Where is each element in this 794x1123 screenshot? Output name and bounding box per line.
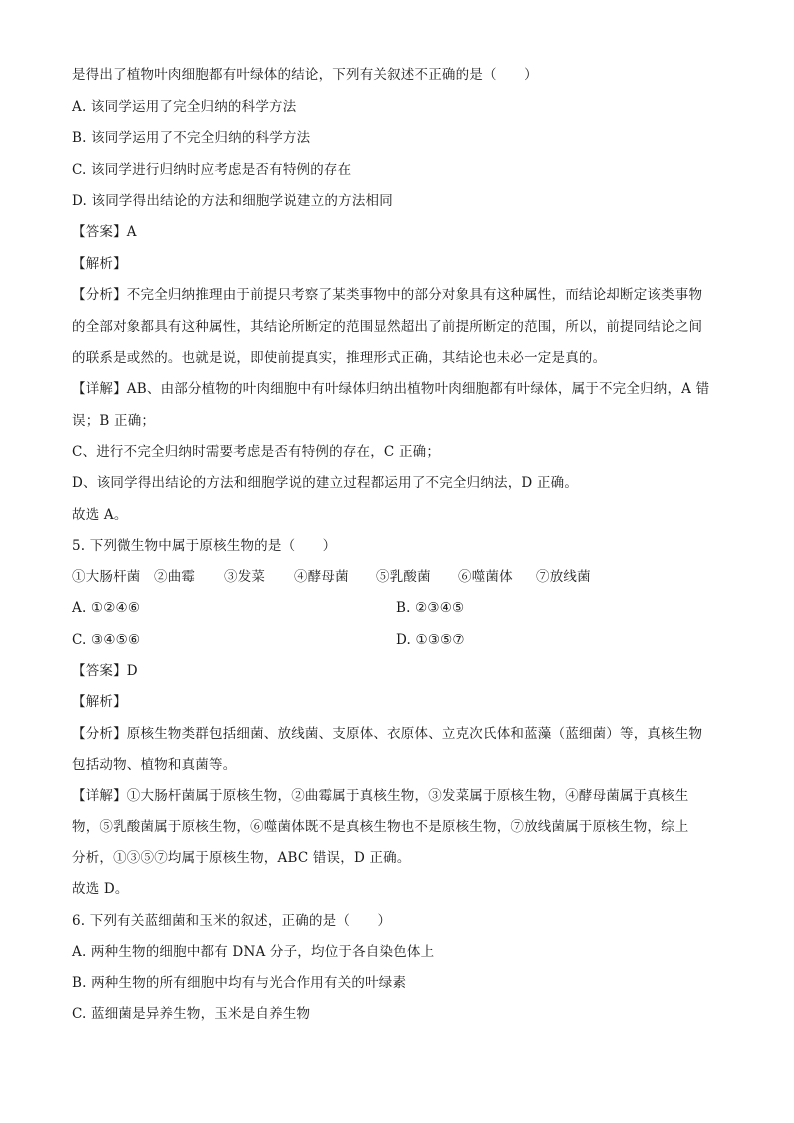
question-5-xiangjie-line: 分析，①③⑤⑦均属于原核生物，ABC 错误，D 正确。: [72, 850, 411, 866]
question-4-fenxi-line: 的联系是或然的。也就是说，即使前提真实，推理形式正确，其结论也未必一定是真的。: [72, 350, 607, 366]
question-4-stem: 是得出了植物叶肉细胞都有叶绿体的结论，下列有关叙述不正确的是（ ）: [72, 67, 538, 83]
organism-item: ②曲霉: [154, 569, 196, 585]
question-5-option-b: B. ②③④⑤: [396, 600, 465, 616]
question-5-option-d: D. ①③⑤⑦: [396, 632, 465, 648]
question-4-option-d: D. 该同学得出结论的方法和细胞学说建立的方法相同: [72, 193, 393, 209]
question-4-fenxi-line: 的全部对象都具有这种属性，其结论所断定的范围显然超出了前提所断定的范围，所以，前提同结论之间: [72, 319, 703, 335]
question-5-xiangjie-line: 物，⑤乳酸菌属于原核生物，⑥噬菌体既不是真核生物也不是原核生物，⑦放线菌属于原核生物，综上: [72, 819, 689, 835]
question-6-option-b: B. 两种生物的所有细胞中均有与光合作用有关的叶绿素: [72, 975, 407, 991]
question-5-stem: 5. 下列微生物中属于原核生物的是（ ）: [72, 538, 337, 554]
question-5-organism-list: [72, 568, 724, 586]
question-5-option-c: C. ③④⑤⑥: [72, 632, 141, 648]
question-6-option-a: A. 两种生物的细胞中都有 DNA 分子，均位于各自染色体上: [72, 944, 435, 960]
organism-item: ⑤乳酸菌: [376, 569, 431, 585]
question-4-option-c: C. 该同学进行归纳时应考虑是否有特例的存在: [72, 162, 352, 178]
question-4-xiangjie-line: 误；B 正确；: [72, 413, 156, 429]
organism-item: ⑦放线菌: [536, 569, 591, 585]
question-5-fenxi-line: 包括动物、植物和真菌等。: [72, 757, 237, 773]
question-4-fenxi-line: 【分析】不完全归纳推理由于前提只考察了某类事物中的部分对象具有这种属性，而结论却断定该类事物: [72, 287, 703, 303]
question-5-option-a: A. ①②④⑥: [72, 600, 141, 616]
question-5-fenxi-line: 【分析】原核生物类群包括细菌、放线菌、支原体、衣原体、立克次氏体和蓝藻（蓝细菌）等，真核生物: [72, 726, 703, 742]
question-5-answer: 【答案】D: [72, 663, 138, 679]
question-4-option-a: A. 该同学运用了完全归纳的科学方法: [72, 99, 297, 115]
question-4-answer: 【答案】A: [72, 224, 137, 240]
question-6-stem: 6. 下列有关蓝细菌和玉米的叙述，正确的是（ ）: [72, 913, 392, 929]
question-4-option-b: B. 该同学运用了不完全归纳的科学方法: [72, 130, 311, 146]
question-4-conclusion: 故选 A。: [72, 507, 128, 523]
question-4-xiangjie-line: 【详解】AB、由部分植物的叶肉细胞中有叶绿体归纳出植物叶肉细胞都有叶绿体，属于不完全归纳，A 错: [72, 381, 710, 397]
question-4-xiangjie-line: D、该同学得出结论的方法和细胞学说的建立过程都运用了不完全归纳法，D 正确。: [72, 475, 579, 491]
question-5-conclusion: 故选 D。: [72, 881, 129, 897]
organism-item: ④酵母菌: [294, 569, 349, 585]
organism-item: ⑥噬菌体: [458, 569, 513, 585]
organism-item: ③发菜: [224, 569, 266, 585]
question-6-option-c: C. 蓝细菌是异养生物，玉米是自养生物: [72, 1006, 311, 1022]
question-4-xiangjie-line: C、进行不完全归纳时需要考虑是否有特例的存在，C 正确；: [72, 444, 441, 460]
question-5-xiangjie-line: 【详解】①大肠杆菌属于原核生物，②曲霉属于真核生物，③发菜属于原核生物，④酵母菌属于真核生: [72, 788, 689, 804]
organism-item: ①大肠杆菌: [72, 569, 141, 585]
question-4-analysis-heading: 【解析】: [72, 256, 127, 272]
question-5-analysis-heading: 【解析】: [72, 694, 127, 710]
